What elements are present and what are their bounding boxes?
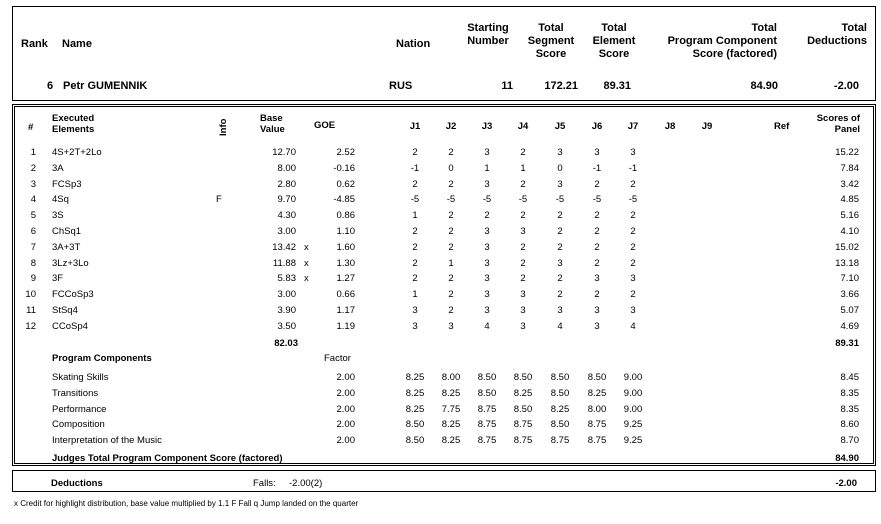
program-components-heading: Program Components bbox=[52, 353, 152, 364]
element-number: 5 bbox=[30, 210, 36, 222]
component-judge-score: 8.25 bbox=[441, 387, 461, 399]
component-name: Skating Skills bbox=[52, 372, 109, 383]
element-goe: 1.27 bbox=[336, 273, 355, 285]
element-panel-score: 13.18 bbox=[835, 257, 859, 269]
component-name: Interpretation of the Music bbox=[52, 435, 162, 447]
element-number: 7 bbox=[30, 241, 36, 253]
element-number: 1 bbox=[30, 147, 36, 158]
element-judge-score: 2 bbox=[484, 210, 490, 222]
element-panel-score: 15.02 bbox=[835, 241, 859, 253]
element-goe: 2.52 bbox=[336, 147, 355, 158]
element-judge-score: 1 bbox=[484, 162, 490, 174]
element-judge-score: 2 bbox=[594, 210, 600, 222]
starting-number-header: Starting Number bbox=[467, 22, 509, 48]
element-judge-score: 3 bbox=[557, 178, 563, 190]
element-judge-score: 3 bbox=[557, 147, 563, 158]
skater-rank: 6 bbox=[47, 80, 54, 92]
element-judge-score: 4 bbox=[484, 320, 490, 332]
element-judge-score: 3 bbox=[484, 226, 490, 237]
element-number: 9 bbox=[30, 273, 36, 285]
component-panel-score: 8.45 bbox=[840, 372, 859, 383]
element-name: 3A bbox=[52, 162, 64, 174]
skater-total-element-score: 89.31 bbox=[603, 80, 631, 92]
element-judge-score: 2 bbox=[448, 210, 454, 222]
judge-header-1: J1 bbox=[409, 121, 421, 132]
element-number: 8 bbox=[30, 257, 36, 269]
component-judge-score: 8.25 bbox=[441, 419, 461, 431]
element-panel-score: 3.42 bbox=[840, 178, 859, 190]
element-judge-score: 3 bbox=[630, 147, 636, 158]
element-panel-score: 15.22 bbox=[835, 147, 859, 158]
element-judge-score: 2 bbox=[448, 147, 454, 158]
component-panel-score: 8.35 bbox=[840, 387, 859, 399]
element-judge-score: 2 bbox=[594, 226, 600, 237]
element-judge-score: 3 bbox=[448, 320, 454, 332]
ref-column-header: Ref bbox=[774, 121, 790, 132]
element-base-value: 13.42 bbox=[272, 241, 296, 253]
element-number: 11 bbox=[26, 305, 36, 316]
skater-nation: RUS bbox=[389, 80, 413, 92]
component-factor: 2.00 bbox=[336, 387, 355, 399]
component-panel-score: 8.60 bbox=[840, 419, 859, 431]
judge-header-8: J8 bbox=[664, 121, 676, 132]
element-judge-score: -5 bbox=[410, 194, 420, 206]
component-panel-score: 8.70 bbox=[840, 435, 859, 447]
executed-elements-header: Executed Elements bbox=[52, 113, 95, 136]
element-judge-score: -5 bbox=[555, 194, 565, 206]
element-judge-score: 3 bbox=[484, 147, 490, 158]
element-judge-score: 2 bbox=[630, 226, 636, 237]
element-name: 4Sq bbox=[52, 194, 69, 206]
element-judge-score: 2 bbox=[630, 289, 636, 301]
component-judge-score: 8.75 bbox=[477, 419, 497, 431]
element-panel-score: 7.10 bbox=[840, 273, 859, 285]
skater-total-deductions: -2.00 bbox=[833, 80, 859, 92]
element-judge-score: 0 bbox=[448, 162, 454, 174]
component-judge-score: 7.75 bbox=[441, 403, 461, 415]
element-judge-score: 1 bbox=[412, 210, 418, 222]
component-factor: 2.00 bbox=[336, 372, 355, 383]
component-judge-score: 8.25 bbox=[405, 403, 425, 415]
element-panel-score: 4.85 bbox=[840, 194, 859, 206]
component-judge-score: 8.75 bbox=[513, 419, 533, 431]
element-name: CCoSp4 bbox=[52, 320, 88, 332]
element-name: 3A+3T bbox=[52, 241, 81, 253]
component-judge-score: 8.25 bbox=[587, 387, 607, 399]
component-factor: 2.00 bbox=[336, 419, 355, 431]
element-judge-score: 3 bbox=[630, 305, 636, 316]
component-judge-score: 9.25 bbox=[623, 435, 643, 447]
element-judge-score: -5 bbox=[518, 194, 528, 206]
element-bonus-mark: x bbox=[304, 241, 309, 253]
element-judge-score: 3 bbox=[484, 305, 490, 316]
element-judge-score: 2 bbox=[557, 289, 563, 301]
element-judge-score: 2 bbox=[557, 210, 563, 222]
element-judge-score: 2 bbox=[412, 147, 418, 158]
component-judge-score: 8.25 bbox=[405, 387, 425, 399]
element-judge-score: 2 bbox=[520, 147, 526, 158]
element-judge-score: -1 bbox=[592, 162, 602, 174]
element-judge-score: -1 bbox=[628, 162, 638, 174]
falls-label: Falls: bbox=[253, 478, 276, 489]
element-judge-score: 2 bbox=[448, 241, 454, 253]
element-judge-score: 3 bbox=[484, 241, 490, 253]
component-judge-score: 8.25 bbox=[441, 435, 461, 447]
element-judge-score: 2 bbox=[412, 178, 418, 190]
component-judge-score: 8.50 bbox=[550, 372, 570, 383]
element-number: 6 bbox=[30, 226, 36, 237]
deductions-header: Total Deductions bbox=[807, 22, 867, 48]
element-judge-score: 2 bbox=[448, 289, 454, 301]
component-judge-score: 8.50 bbox=[405, 435, 425, 447]
component-judge-score: 8.50 bbox=[477, 387, 497, 399]
element-judge-score: 2 bbox=[594, 178, 600, 190]
element-name: StSq4 bbox=[52, 305, 78, 316]
element-number: 3 bbox=[30, 178, 36, 190]
component-judge-score: 8.00 bbox=[441, 372, 461, 383]
element-judge-score: 1 bbox=[412, 289, 418, 301]
component-judge-score: 8.75 bbox=[587, 419, 607, 431]
skater-total-pcs: 84.90 bbox=[750, 80, 778, 92]
element-judge-score: 2 bbox=[630, 257, 636, 269]
component-judge-score: 8.25 bbox=[513, 387, 533, 399]
element-base-value: 3.90 bbox=[277, 305, 296, 316]
element-judge-score: 2 bbox=[448, 226, 454, 237]
element-base-value: 3.00 bbox=[277, 226, 296, 237]
element-judge-score: -1 bbox=[410, 162, 420, 174]
info-column-header: Info bbox=[218, 118, 229, 136]
element-name: 4S+2T+2Lo bbox=[52, 147, 102, 158]
element-score-total: 89.31 bbox=[835, 338, 859, 349]
component-judge-score: 8.25 bbox=[550, 403, 570, 415]
element-goe: 1.30 bbox=[336, 257, 355, 269]
element-judge-score: 3 bbox=[520, 320, 526, 332]
deductions-total: -2.00 bbox=[835, 478, 857, 489]
goe-column-header: GOE bbox=[314, 120, 336, 131]
element-judge-score: 3 bbox=[557, 305, 563, 316]
element-judge-score: 2 bbox=[520, 273, 526, 285]
component-judge-score: 8.50 bbox=[550, 387, 570, 399]
element-judge-score: 2 bbox=[520, 210, 526, 222]
element-goe: 1.10 bbox=[336, 226, 355, 237]
judge-header-5: J5 bbox=[554, 121, 566, 132]
element-number: 4 bbox=[30, 194, 36, 206]
element-goe: 1.19 bbox=[336, 320, 355, 332]
element-goe: -0.16 bbox=[333, 162, 355, 174]
element-judge-score: 2 bbox=[557, 241, 563, 253]
element-judge-score: 2 bbox=[557, 273, 563, 285]
component-judge-score: 8.75 bbox=[477, 435, 497, 447]
skater-starting-number: 11 bbox=[501, 80, 513, 92]
element-name: ChSq1 bbox=[52, 226, 82, 237]
element-goe: -4.85 bbox=[333, 194, 355, 206]
element-panel-score: 5.16 bbox=[840, 210, 859, 222]
element-judge-score: -5 bbox=[446, 194, 456, 206]
component-judge-score: 8.50 bbox=[513, 403, 533, 415]
element-base-value: 11.88 bbox=[272, 257, 296, 269]
element-judge-score: 2 bbox=[412, 257, 418, 269]
scores-of-panel-header: Scores of Panel bbox=[816, 113, 860, 136]
element-judge-score: 3 bbox=[484, 273, 490, 285]
element-name: 3Lz+3Lo bbox=[52, 257, 89, 269]
judge-header-3: J3 bbox=[481, 121, 493, 132]
element-judge-score: 2 bbox=[520, 178, 526, 190]
element-name: FCSp3 bbox=[52, 178, 82, 190]
element-base-value: 12.70 bbox=[272, 147, 296, 158]
element-judge-score: 2 bbox=[520, 241, 526, 253]
rank-header: Rank bbox=[21, 38, 48, 50]
element-number: 12 bbox=[25, 320, 36, 332]
element-judge-score: 2 bbox=[448, 305, 454, 316]
element-panel-score: 7.84 bbox=[840, 162, 859, 174]
judge-header-7: J7 bbox=[627, 121, 639, 132]
element-judge-score: 2 bbox=[630, 210, 636, 222]
element-judge-score: 3 bbox=[557, 257, 563, 269]
component-judge-score: 8.50 bbox=[513, 372, 533, 383]
element-judge-score: 2 bbox=[594, 241, 600, 253]
element-judge-score: -5 bbox=[482, 194, 492, 206]
tss-header: Total Segment Score bbox=[527, 22, 575, 61]
element-judge-score: 0 bbox=[557, 162, 563, 174]
element-judge-score: 1 bbox=[520, 162, 526, 174]
component-judge-score: 8.50 bbox=[405, 419, 425, 431]
element-judge-score: 3 bbox=[484, 257, 490, 269]
element-judge-score: 3 bbox=[594, 273, 600, 285]
element-panel-score: 4.10 bbox=[840, 226, 859, 237]
num-column-header: # bbox=[28, 122, 34, 133]
element-judge-score: 2 bbox=[594, 289, 600, 301]
judges-total-pcs-score: 84.90 bbox=[835, 453, 859, 464]
element-name: 3S bbox=[52, 210, 64, 222]
element-goe: 0.86 bbox=[336, 210, 355, 222]
element-goe: 1.17 bbox=[336, 305, 355, 316]
judge-header-4: J4 bbox=[517, 121, 529, 132]
component-judge-score: 8.00 bbox=[587, 403, 607, 415]
element-judge-score: 3 bbox=[484, 289, 490, 301]
element-judge-score: -5 bbox=[592, 194, 602, 206]
element-number: 2 bbox=[30, 162, 36, 174]
component-panel-score: 8.35 bbox=[840, 403, 859, 415]
skater-name: Petr GUMENNIK bbox=[63, 80, 148, 92]
element-bonus-mark: x bbox=[304, 257, 309, 269]
element-judge-score: 3 bbox=[594, 305, 600, 316]
skater-total-segment-score: 172.21 bbox=[544, 80, 578, 92]
element-goe: 0.62 bbox=[336, 178, 355, 190]
element-judge-score: 2 bbox=[412, 226, 418, 237]
element-judge-score: 2 bbox=[448, 273, 454, 285]
nation-header: Nation bbox=[396, 38, 431, 50]
pcs-header: Total Program Component Score (factored) bbox=[667, 22, 777, 61]
component-name: Performance bbox=[52, 403, 107, 415]
component-factor: 2.00 bbox=[336, 403, 355, 415]
footnote-legend: x Credit for highlight distribution, base value multiplied by 1.1 F Fall q Jump landed on the quarter bbox=[14, 499, 359, 508]
component-factor: 2.00 bbox=[336, 435, 355, 447]
element-name: 3F bbox=[52, 273, 64, 285]
component-judge-score: 9.00 bbox=[623, 387, 643, 399]
element-goe: 0.66 bbox=[336, 289, 355, 301]
element-judge-score: 3 bbox=[484, 178, 490, 190]
element-judge-score: 4 bbox=[630, 320, 636, 332]
component-judge-score: 9.00 bbox=[623, 372, 643, 383]
element-base-value: 3.00 bbox=[277, 289, 296, 301]
component-judge-score: 8.50 bbox=[477, 372, 497, 383]
element-base-value: 8.00 bbox=[277, 162, 296, 174]
element-details-box bbox=[12, 104, 876, 466]
element-base-value: 4.30 bbox=[277, 210, 296, 222]
element-base-value: 9.70 bbox=[277, 194, 296, 206]
component-judge-score: 8.50 bbox=[550, 419, 570, 431]
component-judge-score: 8.75 bbox=[550, 435, 570, 447]
tes-header: Total Element Score bbox=[592, 22, 636, 61]
element-judge-score: 3 bbox=[594, 320, 600, 332]
component-judge-score: 8.25 bbox=[405, 372, 425, 383]
base-value-header: Base Value bbox=[260, 113, 285, 136]
component-judge-score: 9.25 bbox=[623, 419, 643, 431]
element-judge-score: 2 bbox=[448, 178, 454, 190]
judge-header-2: J2 bbox=[445, 121, 457, 132]
element-judge-score: 3 bbox=[520, 289, 526, 301]
component-judge-score: 8.75 bbox=[587, 435, 607, 447]
element-judge-score: 3 bbox=[412, 320, 418, 332]
component-name: Composition bbox=[52, 419, 105, 431]
base-value-total: 82.03 bbox=[274, 338, 298, 349]
element-base-value: 5.83 bbox=[277, 273, 296, 285]
element-name: FCCoSp3 bbox=[52, 289, 94, 301]
element-judge-score: -5 bbox=[628, 194, 638, 206]
element-base-value: 3.50 bbox=[277, 320, 296, 332]
element-number: 10 bbox=[25, 289, 36, 301]
element-judge-score: 3 bbox=[412, 305, 418, 316]
falls-value: -2.00(2) bbox=[289, 478, 323, 489]
element-judge-score: 2 bbox=[630, 178, 636, 190]
component-judge-score: 8.75 bbox=[477, 403, 497, 415]
judges-total-pcs-label: Judges Total Program Component Score (factored) bbox=[52, 453, 283, 464]
element-judge-score: 3 bbox=[520, 305, 526, 316]
element-bonus-mark: x bbox=[304, 273, 309, 285]
element-judge-score: 2 bbox=[630, 241, 636, 253]
element-judge-score: 4 bbox=[557, 320, 563, 332]
element-panel-score: 4.69 bbox=[840, 320, 859, 332]
deductions-label: Deductions bbox=[51, 478, 103, 489]
element-info: F bbox=[216, 194, 222, 206]
component-name: Transitions bbox=[52, 387, 99, 399]
element-judge-score: 3 bbox=[520, 226, 526, 237]
component-judge-score: 8.75 bbox=[513, 435, 533, 447]
element-judge-score: 2 bbox=[520, 257, 526, 269]
element-base-value: 2.80 bbox=[277, 178, 296, 190]
element-judge-score: 3 bbox=[630, 273, 636, 285]
deductions-box bbox=[12, 470, 876, 492]
component-judge-score: 8.50 bbox=[587, 372, 607, 383]
judge-header-6: J6 bbox=[591, 121, 603, 132]
element-goe: 1.60 bbox=[336, 241, 355, 253]
element-judge-score: 1 bbox=[448, 257, 454, 269]
element-panel-score: 3.66 bbox=[840, 289, 859, 301]
element-judge-score: 2 bbox=[412, 241, 418, 253]
element-judge-score: 2 bbox=[594, 257, 600, 269]
judge-header-9: J9 bbox=[701, 121, 713, 132]
component-judge-score: 9.00 bbox=[623, 403, 643, 415]
element-judge-score: 2 bbox=[412, 273, 418, 285]
element-judge-score: 2 bbox=[557, 226, 563, 237]
element-judge-score: 3 bbox=[594, 147, 600, 158]
factor-heading: Factor bbox=[324, 353, 351, 364]
element-panel-score: 5.07 bbox=[840, 305, 859, 316]
name-header: Name bbox=[62, 38, 92, 50]
